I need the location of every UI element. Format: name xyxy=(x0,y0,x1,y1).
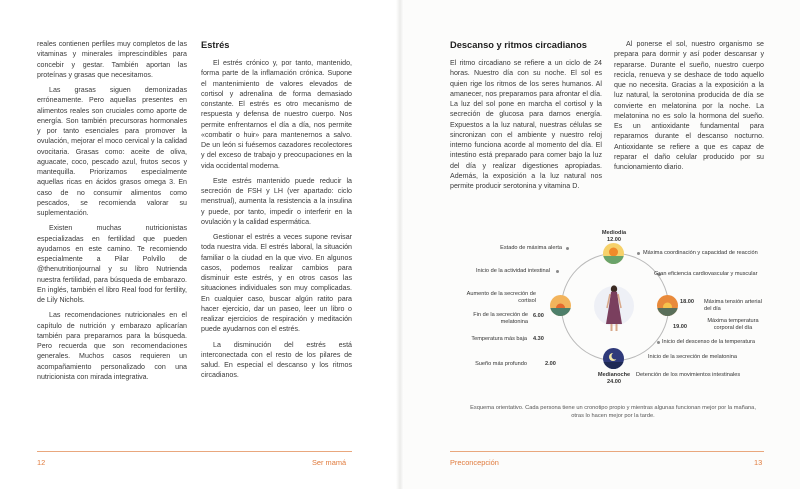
section-title-descanso: Descanso y ritmos circadianos xyxy=(450,40,587,50)
marker-dot xyxy=(566,247,569,250)
marker-dot xyxy=(637,252,640,255)
time-6: 6.00 xyxy=(533,313,544,319)
woman-figure-icon xyxy=(600,284,628,332)
footer-rule xyxy=(37,451,352,452)
time-4-30: 4.30 xyxy=(533,336,544,342)
paragraph: Este estrés mantenido puede reducir la secreción de FSH y LH (ver apartado: ciclo menstrual), aumenta la resistencia a la insulina y puede, por tanto, impedir o interferir en la ovulación y la calidad espermática. xyxy=(201,176,352,226)
label-actividad-intestinal: Inicio de la actividad intestinal xyxy=(475,268,550,274)
midnight-label: Medianoche xyxy=(597,372,631,378)
time-2: 2.00 xyxy=(545,361,556,367)
paragraph: El estrés crónico y, por tanto, mantenido, forma parte de la inflamación crónica. Supone el mantenimiento de valores elevados de cortisol y adrenalina de forma demasiado constante. El estrés es otro mecanismo de respuesta y defensa de nuestro cuerpo. Nos permite enfrentarnos el día a día, nos permite «combatir o huir» para mantenernos a salvo. De un león si fuésemos cazadores recolectores y del exceso de trabajo y preocupaciones en la vida occidental moderna. xyxy=(201,59,352,170)
midday-sun-icon xyxy=(603,243,624,264)
paragraph: El ritmo circadiano se refiere a un ciclo de 24 horas. Nuestro día con su noche. El sol es quien rige los ritmos de los seres humanos. Al amanecer, nos preparamos para afrontar el día. La luz del sol pone en marcha el cortisol y la secreción de glucosa para darnos energía. Expuestos a la luz natural, nuestras células se sincronizan con el ambiente y nuestro reloj interno funciona acorde al momento del día. El intestino está preparado para comer bajo la luz del día y realizar digestiones apropiadas. Además, la exposición a la luz natural nos permite producir serotonina y vitamina D. xyxy=(450,59,602,190)
label-tension-arterial: Máxima tensión arterial del día xyxy=(704,299,762,312)
running-title: Ser mamá xyxy=(312,458,347,467)
right-column-2 xyxy=(614,39,764,177)
footer-rule xyxy=(450,451,764,452)
marker-dot xyxy=(657,341,660,344)
paragraph: Gestionar el estrés a veces supone revisar toda nuestra vida. El estrés laboral, la situación familiar o la ciudad en la que vivo. En algunos casos, podemos realizar cambios para disminuir este estrés, y en otros casos las situaciones individuales son muy complicadas. En cualquier caso, buscar algún ratito para hacer ejercicio, dar un paseo, leer un libro o realizar ejercicios de respiración y meditación puede ayudarnos con el estrés. xyxy=(201,233,352,334)
sunrise-icon xyxy=(550,295,571,316)
label-temperatura-baja: Temperatura más baja xyxy=(471,336,527,342)
diagram-caption: Esquema orientativo. Cada persona tiene un cronotipo propio y mientras algunas funcionan mejor por la mañana, otras lo hacen mejor por la tarde. xyxy=(470,405,756,420)
midnight-time: 24.00 xyxy=(607,379,621,385)
running-title: Preconcepción xyxy=(450,458,499,467)
time-18: 18.00 xyxy=(680,299,694,305)
paragraph: Las grasas siguen demonizadas erróneamente. Pero aquellas presentes en alimentos reales son cruciales como aporte de energía. Son también precursoras hormonales y por tanto esenciales para promover la ovulación, mejorar el moco cervical y la calidad ovocitaria. Grasas como: aceite de oliva, aguacate, coco, pescado azul, frutos secos y mantequilla. Priorizamos especialmente aquellas ricas en ácidos grasos omega 3. En caso de no consumir alimentos como pescados, se recomienda valorar su suplementación. xyxy=(37,86,187,217)
left-column-1 xyxy=(37,39,187,387)
sunset-icon xyxy=(657,295,678,316)
right-column-1 xyxy=(450,39,602,196)
paragraph: La disminución del estrés está interconectada con el resto de los pilares de salud. En especial el descanso y los ritmos circadianos. xyxy=(201,340,352,380)
label-coordinacion: Máxima coordinación y capacidad de reacción xyxy=(643,250,758,256)
left-column-2 xyxy=(201,39,352,386)
label-descenso-temperatura: Inicio del descenso de la temperatura xyxy=(662,339,755,345)
page-number: 13 xyxy=(754,458,763,467)
label-movimientos-intestinales: Detención de los movimientos intestinales xyxy=(636,372,741,378)
moon-icon xyxy=(603,348,624,369)
label-cortisol: Aumento de la secreción de cortisol xyxy=(466,291,536,304)
midday-label: Mediodía xyxy=(601,230,627,236)
label-eficiencia: Gran eficiencia cardiovascular y muscular xyxy=(654,271,758,277)
book-gutter xyxy=(396,0,404,489)
section-title-estres: Estrés xyxy=(201,40,230,50)
circadian-diagram xyxy=(440,228,780,398)
paragraph: Las recomendaciones nutricionales en el capítulo de nutrición y embarazo aplicarían también para prepararnos para la búsqueda. Pero recuerda que son recomendaciones generales. Muchos casos requieren un acompañamiento personalizado con una nutricionista con mirada integrativa. xyxy=(37,311,187,381)
time-19: 19.00 xyxy=(673,324,687,330)
label-secrecion-melatonina: Inicio de la secreción de melatonina xyxy=(648,354,737,360)
label-sueno-profundo: Sueño más profundo xyxy=(475,361,527,367)
label-temperatura-maxima: Máxima temperatura corporal del día xyxy=(707,318,759,331)
marker-dot xyxy=(556,270,559,273)
paragraph: Existen muchas nutricionistas especializadas en fertilidad que pueden ayudarnos en este camino. Te recomiendo especialmente a Pilar Polvillo de @thenutritionjournal y su libro Nutrienda nuestra fertilidad, para búsqueda de embarazo. En inglés, también el libro Real food for fertility, de Lily Nichols. xyxy=(37,224,187,304)
midday-time: 12.00 xyxy=(607,237,621,243)
paragraph: reales contienen perfiles muy completos de las vitaminas y minerales imprescindibles para concebir y gestar. También aportan las proteínas y grasas que necesitamos. xyxy=(37,40,187,79)
paragraph: Al ponerse el sol, nuestro organismo se prepara para dormir y así poder descansar y repararse. Durante el sueño, nuestro cuerpo recicla, renueva y se deshace de todo aquello que no necesita. Gracias a la exposición a la luz natural, la serotonina producida de día se convierte en melatonina por la noche. La melatonina no es solo la hormona del sueño. Es un antioxidante fundamental para repararnos durante el descanso nocturno. Antioxidante se refiere a que es capaz de reparar el daño celular producido por su funcionamiento diario. xyxy=(614,40,764,171)
label-maxima-alerta: Estado de máxima alerta xyxy=(500,245,562,251)
page-number: 12 xyxy=(37,458,46,467)
label-fin-melatonina: Fin de la secreción de melatonina xyxy=(473,312,528,325)
